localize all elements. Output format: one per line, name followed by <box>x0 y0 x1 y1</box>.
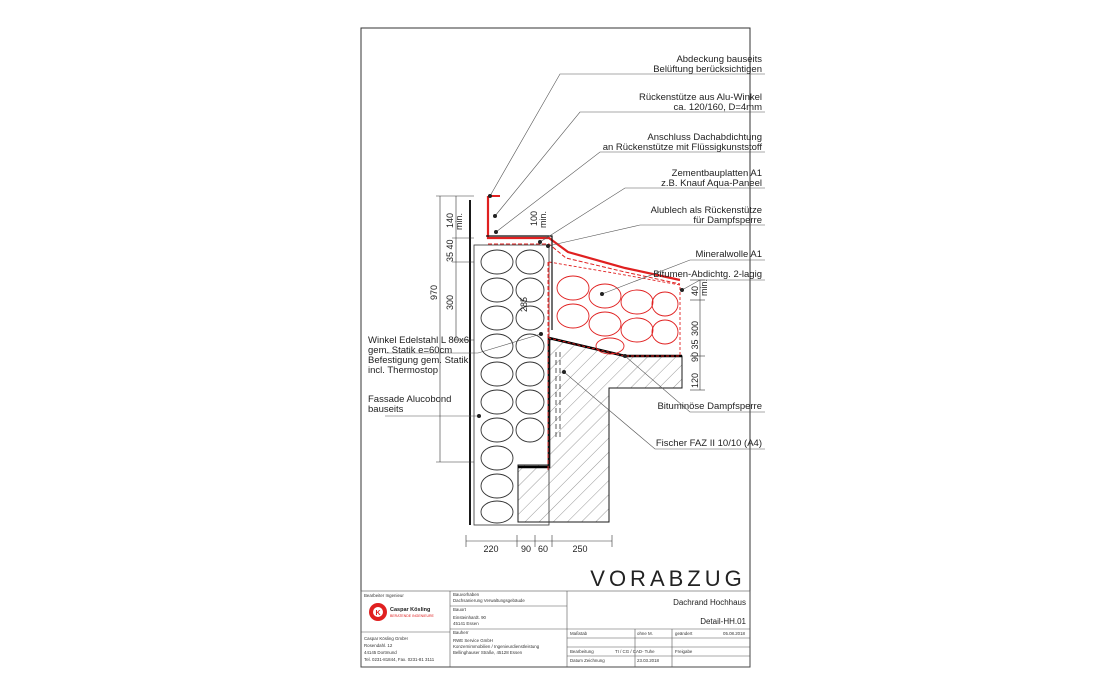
label-winkel-1: Winkel Edelstahl L 80x6 <box>368 335 470 346</box>
dim-bottom-3: 60 <box>537 544 549 554</box>
label-mineralwolle: Mineralwolle A1 <box>695 249 762 260</box>
dim-min-a: min. <box>454 212 464 230</box>
planverfasser-label: Bearbeiter Ingenieur <box>364 593 404 598</box>
dim-min-b: min. <box>538 210 548 228</box>
label-alublech-1: Alublech als Rückenstütze <box>650 205 762 216</box>
dim-35-40: 35 40 <box>445 239 455 262</box>
label-bitumen-abdichtung: Bitumen-Abdichtg. 2-lagig <box>653 269 762 280</box>
label-zement-1: Zementbauplatten A1 <box>671 168 762 179</box>
dim-bottom-1: 220 <box>483 544 499 554</box>
label-anschluss-1: Anschluss Dachabdichtung <box>647 132 762 143</box>
dim-100: 100 <box>529 210 539 226</box>
office-line-3: 44145 Dortmund <box>364 650 397 655</box>
datum-label: Datum Zeichnung <box>570 658 605 663</box>
bauherr-line-1: RWE Service GmbH <box>453 638 493 643</box>
label-bitumen-dampfsperre: Bituminöse Dampfsperre <box>657 401 762 412</box>
dim-90-35: 90 35 <box>690 339 700 362</box>
dim-970: 970 <box>429 284 439 300</box>
bauherr-line-2: Konzernimmobilien / Ingenieurdienstleistung <box>453 644 540 649</box>
bauvorhaben-label: Bauvorhaben <box>453 592 480 597</box>
label-zement-2: z.B. Knauf Aqua-Paneel <box>661 178 762 189</box>
label-fischer: Fischer FAZ II 10/10 (A4) <box>655 438 762 449</box>
label-winkel-2: gem. Statik e=60cm <box>368 345 453 356</box>
bauort-label: Bauort <box>453 607 466 612</box>
label-winkel-3: Befestigung gem. Statik <box>368 355 469 366</box>
label-alublech-2: für Dampfsperre <box>693 215 762 226</box>
datum-value: 23.03.2018 <box>637 658 659 663</box>
massstab-label: Maßstab <box>570 631 588 636</box>
bauort-line-2: 45141 Essen <box>453 621 479 626</box>
dim-120: 120 <box>690 372 700 388</box>
dim-140: 140 <box>445 212 455 228</box>
label-abdeckung-2: Belüftung berücksichtigen <box>653 64 762 75</box>
label-winkel-4: incl. Thermostop <box>368 365 439 376</box>
bauvorhaben-value: Dachsanierung Verwaltungsgebäude <box>453 598 525 603</box>
geaendert-value: 05.08.2018 <box>723 631 745 636</box>
bauort-line-1: Einsteinhardt. 90 <box>453 615 486 620</box>
dim-bottom-4: 250 <box>572 544 588 554</box>
svg-text:K: K <box>375 610 381 617</box>
plan-number: Detail-HH.01 <box>700 617 746 626</box>
dim-min-c: min. <box>699 278 709 296</box>
label-anschluss-2: an Rückenstütze mit Flüssigkunststoff <box>602 142 762 153</box>
dim-300b: 300 <box>690 320 700 336</box>
bearbeitung-label: Bearbeitung <box>570 649 594 654</box>
dim-300a: 300 <box>445 294 455 310</box>
label-rueckenstuetze-1: Rückenstütze aus Alu-Winkel <box>638 92 762 103</box>
office-line-1: Caspar Kösling GmbH <box>364 636 408 641</box>
logo-company: Caspar Kösling <box>390 607 431 613</box>
bearbeitung-value: TI / CG / CAD- Tuhe <box>615 649 655 654</box>
bauherr-label: Bauherr <box>453 630 469 635</box>
label-fassade-2: bauseits <box>368 404 404 415</box>
geaendert-label: geändert <box>675 631 693 636</box>
logo-sub: BERATENDE INGENIEURE <box>390 614 434 618</box>
plan-title: Dachrand Hochhaus <box>673 598 746 607</box>
office-line-2: Rosendahl. 12 <box>364 643 393 648</box>
office-line-4: Tel. 0231-81844, Fax. 0231-81 3111 <box>364 657 435 662</box>
dim-285: 285 <box>519 296 529 312</box>
bauherr-line-3: Bellinghauser Straße, 45128 Essen <box>453 650 523 655</box>
freigabe-label: Freigabe <box>675 649 693 654</box>
dim-40: 40 <box>690 285 700 296</box>
label-abdeckung-1: Abdeckung bauseits <box>676 54 762 65</box>
dim-bottom-2: 90 <box>520 544 532 554</box>
label-rueckenstuetze-2: ca. 120/160, D=4mm <box>673 102 762 113</box>
massstab-value: ohne M. <box>637 631 653 636</box>
label-fassade-1: Fassade Alucobond <box>368 394 452 405</box>
vorabzug-stamp: VORABZUG <box>590 566 746 591</box>
